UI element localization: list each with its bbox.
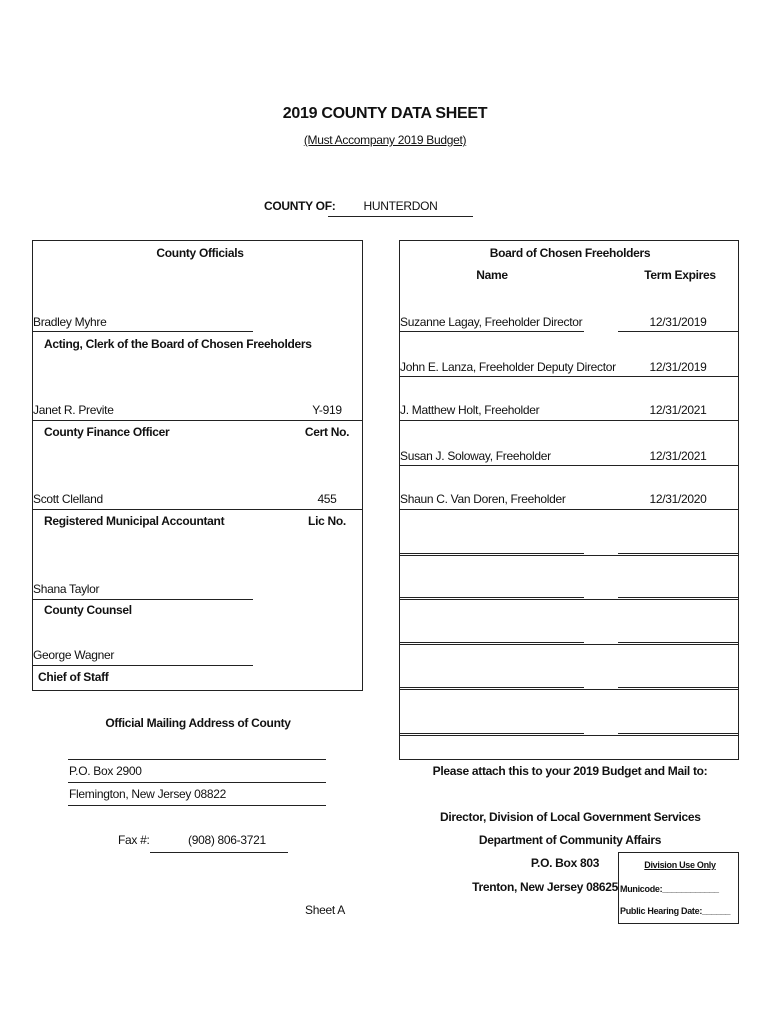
fax-underline <box>150 852 288 853</box>
county-label: COUNTY OF: <box>264 199 336 213</box>
director-line: Director, Division of Local Government Services <box>440 810 701 824</box>
mailing-line-2[interactable]: Flemington, New Jersey 08822 <box>69 787 227 801</box>
mailing-line-1[interactable]: P.O. Box 2900 <box>69 764 142 778</box>
freeholder-empty-line[interactable] <box>400 687 584 688</box>
freeholder-term[interactable]: 12/31/2020 <box>649 492 707 506</box>
freeholder-row-line <box>400 376 738 377</box>
mailing-top-line <box>68 759 326 760</box>
clerk-name[interactable]: Bradley Myhre <box>33 315 107 329</box>
freeholder-name[interactable]: Susan J. Soloway, Freeholder <box>400 449 551 463</box>
freeholder-row-line <box>400 509 738 510</box>
auditor-lic-label: Lic No. <box>308 514 346 528</box>
fax-label: Fax #: <box>118 833 150 847</box>
freeholders-box-right <box>738 240 739 759</box>
po-box-line: P.O. Box 803 <box>530 856 600 870</box>
freeholder-row-line <box>400 599 738 600</box>
freeholder-term[interactable]: 12/31/2021 <box>649 449 707 463</box>
freeholder-empty-line[interactable] <box>618 597 738 598</box>
chief-of-staff-underline <box>33 665 253 666</box>
auditor-name[interactable]: Scott Clelland <box>33 492 103 506</box>
freeholder-row-line <box>400 331 584 332</box>
officials-heading: County Officials <box>156 246 244 260</box>
fax-value[interactable]: (908) 806-3721 <box>188 833 266 847</box>
freeholders-box-bottom <box>399 759 739 760</box>
freeholder-term[interactable]: 12/31/2019 <box>649 360 707 374</box>
officials-box-left <box>32 240 33 690</box>
officials-box-bottom <box>32 690 363 691</box>
freeholder-row-line <box>400 465 738 466</box>
finance-officer-title: County Finance Officer <box>44 425 170 439</box>
freeholders-box-top <box>399 240 739 241</box>
freeholder-name[interactable]: John E. Lanza, Freeholder Deputy Director <box>400 360 616 374</box>
chief-of-staff-name[interactable]: George Wagner <box>33 648 115 662</box>
counsel-title: County Counsel <box>44 603 132 617</box>
auditor-underline <box>33 509 362 510</box>
freeholder-row-line <box>400 555 738 556</box>
mailing-line-2-underline <box>68 805 326 806</box>
county-value[interactable]: HUNTERDON <box>363 199 438 213</box>
freeholder-row-line <box>618 331 738 332</box>
freeholder-row-line <box>400 689 738 690</box>
freeholder-empty-line[interactable] <box>618 553 738 554</box>
counsel-underline <box>33 599 253 600</box>
freeholder-row-line <box>400 420 738 421</box>
auditor-title: Registered Municipal Accountant <box>44 514 225 528</box>
freeholder-empty-line[interactable] <box>618 733 738 734</box>
municode-field[interactable]: Municode:____________ <box>620 884 719 894</box>
mailing-line-1-underline <box>68 782 326 783</box>
clerk-underline <box>33 331 253 332</box>
freeholder-term[interactable]: 12/31/2021 <box>649 403 707 417</box>
freeholder-term[interactable]: 12/31/2019 <box>649 315 707 329</box>
officials-box-right <box>362 240 363 690</box>
clerk-title: Acting, Clerk of the Board of Chosen Freeholders <box>44 337 312 351</box>
finance-cert-label: Cert No. <box>304 425 350 439</box>
freeholder-empty-line[interactable] <box>400 553 584 554</box>
department-line: Department of Community Affairs <box>478 833 662 847</box>
sheet-label: Sheet A <box>305 903 345 917</box>
freeholder-row-line <box>400 735 738 736</box>
county-underline <box>328 216 473 217</box>
finance-underline <box>33 420 362 421</box>
freeholders-heading: Board of Chosen Freeholders <box>489 246 651 260</box>
mailing-heading: Official Mailing Address of County <box>105 716 291 730</box>
finance-officer-name[interactable]: Janet R. Previte <box>33 403 114 417</box>
public-hearing-date-field[interactable]: Public Hearing Date:______ <box>620 906 731 916</box>
freeholder-name[interactable]: Suzanne Lagay, Freeholder Director <box>400 315 583 329</box>
attach-instruction: Please attach this to your 2019 Budget and Mail to: <box>432 764 708 778</box>
freeholder-name[interactable]: Shaun C. Van Doren, Freeholder <box>400 492 566 506</box>
counsel-name[interactable]: Shana Taylor <box>33 582 100 596</box>
freeholder-empty-line[interactable] <box>400 597 584 598</box>
chief-of-staff-title: Chief of Staff <box>38 670 109 684</box>
division-use-heading: Division Use Only <box>644 860 716 870</box>
freeholders-col-name: Name <box>476 268 508 282</box>
freeholder-name[interactable]: J. Matthew Holt, Freeholder <box>400 403 540 417</box>
finance-cert-number[interactable]: Y-919 <box>312 403 342 417</box>
freeholder-empty-line[interactable] <box>400 642 584 643</box>
freeholder-row-line <box>400 644 738 645</box>
freeholder-empty-line[interactable] <box>618 687 738 688</box>
auditor-lic-number[interactable]: 455 <box>317 492 337 506</box>
page-title: 2019 COUNTY DATA SHEET <box>282 105 488 122</box>
freeholder-empty-line[interactable] <box>618 642 738 643</box>
city-line: Trenton, New Jersey 08625 <box>472 880 618 894</box>
freeholder-empty-line[interactable] <box>400 733 584 734</box>
page-subtitle: (Must Accompany 2019 Budget) <box>303 133 467 147</box>
officials-box-top <box>32 240 363 241</box>
freeholders-col-term: Term Expires <box>644 268 716 282</box>
